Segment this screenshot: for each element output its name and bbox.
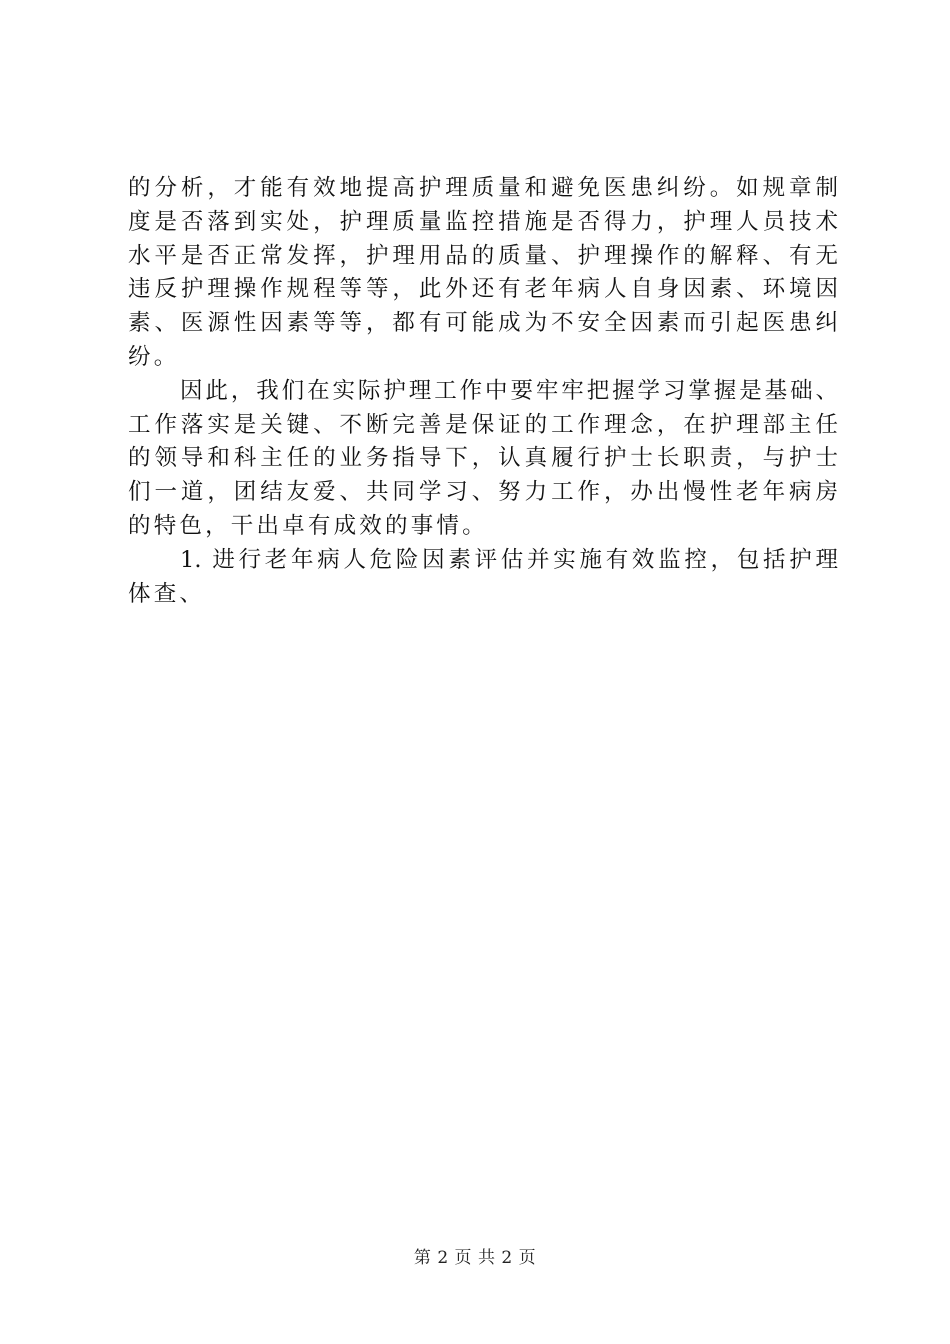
text-line: 纷。 <box>128 343 180 370</box>
text-line: 度是否落到实处，护理质量监控措施是否得力，护理人员技术 <box>128 208 838 235</box>
text-line: 的特色，干出卓有成效的事情。 <box>128 512 488 539</box>
text-line: 的领导和科主任的业务指导下，认真履行护士长职责，与护士 <box>128 445 838 472</box>
text-line: 因此，我们在实际护理工作中要牢牢把握学习掌握是基础、 <box>180 377 838 404</box>
page-number-footer: 第 2 页 共 2 页 <box>413 1248 537 1268</box>
document-body <box>128 172 838 611</box>
text-line: 体查、 <box>128 580 206 607</box>
text-line: 1. 进行老年病人危险因素评估并实施有效监控，包括护理 <box>180 546 838 573</box>
text-line: 工作落实是关键、不断完善是保证的工作理念，在护理部主任 <box>128 411 838 438</box>
text-line: 素、医源性因素等等，都有可能成为不安全因素而引起医患纠 <box>128 310 838 337</box>
text-line: 的分析，才能有效地提高护理质量和避免医患纠纷。如规章制 <box>128 175 838 201</box>
text-line: 违反护理操作规程等等，此外还有老年病人自身因素、环境因 <box>128 276 838 303</box>
text-line: 水平是否正常发挥，护理用品的质量、护理操作的解释、有无 <box>128 242 838 269</box>
text-line: 们一道，团结友爱、共同学习、努力工作，办出慢性老年病房 <box>128 479 838 506</box>
